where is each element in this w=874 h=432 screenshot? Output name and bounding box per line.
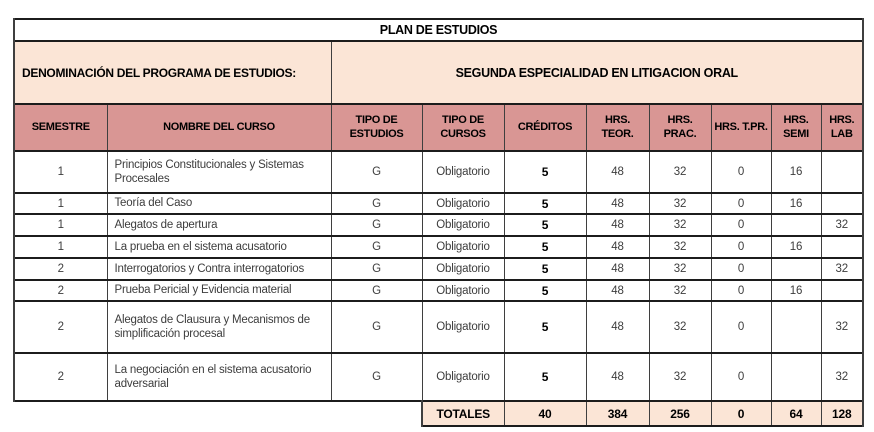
hrs-semi-cell	[771, 353, 821, 401]
page-title: PLAN DE ESTUDIOS	[14, 19, 863, 41]
hrs-semi-cell: 16	[771, 151, 821, 193]
hrs-semi-cell	[771, 301, 821, 353]
hrs-semi-cell: 16	[771, 236, 821, 258]
hrs-prac-cell: 32	[649, 353, 711, 401]
semester-cell: 2	[14, 280, 107, 301]
credits-cell: 5	[504, 280, 586, 301]
hrs-prac-cell: 32	[649, 301, 711, 353]
hrs-lab-cell	[821, 193, 863, 214]
hrs-tpr-cell: 0	[711, 280, 771, 301]
hrs-semi-cell: 16	[771, 193, 821, 214]
hrs-prac-cell: 32	[649, 280, 711, 301]
totals-spacer	[14, 401, 422, 426]
semester-cell: 1	[14, 151, 107, 193]
course-type-cell: Obligatorio	[422, 193, 504, 214]
hrs-tpr-cell: 0	[711, 151, 771, 193]
study-type-cell: G	[331, 258, 422, 280]
denomination-row	[14, 41, 863, 104]
course-type-cell: Obligatorio	[422, 301, 504, 353]
hrs-tpr-cell: 0	[711, 353, 771, 401]
course-type-cell: Obligatorio	[422, 353, 504, 401]
semester-cell: 2	[14, 301, 107, 353]
hrs-prac-cell: 32	[649, 236, 711, 258]
semester-cell: 2	[14, 258, 107, 280]
total-hrs-lab: 128	[821, 401, 863, 426]
hrs-tpr-cell: 0	[711, 193, 771, 214]
course-name-cell: La prueba en el sistema acusatorio	[107, 236, 331, 258]
semester-cell: 1	[14, 236, 107, 258]
credits-cell: 5	[504, 301, 586, 353]
hrs-semi-cell: 16	[771, 280, 821, 301]
course-name-cell: La negociación en el sistema acusatorio adversarial	[107, 353, 331, 401]
course-name-cell: Alegatos de Clausura y Mecanismos de simplificación procesal	[107, 301, 331, 353]
course-type-cell: Obligatorio	[422, 258, 504, 280]
total-hrs-prac: 256	[649, 401, 711, 426]
hrs-tpr-cell: 0	[711, 258, 771, 280]
credits-cell: 5	[504, 236, 586, 258]
total-creditos: 40	[504, 401, 586, 426]
course-row	[14, 280, 863, 301]
column-header-row	[14, 104, 863, 151]
hrs-teor-cell: 48	[586, 258, 649, 280]
study-type-cell: G	[331, 353, 422, 401]
plan-de-estudios-table	[13, 18, 864, 427]
credits-cell: 5	[504, 151, 586, 193]
hrs-prac-cell: 32	[649, 258, 711, 280]
course-row	[14, 353, 863, 401]
study-type-cell: G	[331, 280, 422, 301]
credits-cell: 5	[504, 353, 586, 401]
hrs-teor-cell: 48	[586, 280, 649, 301]
total-hrs-teor: 384	[586, 401, 649, 426]
semester-cell: 1	[14, 193, 107, 214]
course-type-cell: Obligatorio	[422, 214, 504, 236]
course-name-cell: Teoría del Caso	[107, 193, 331, 214]
hrs-semi-cell	[771, 214, 821, 236]
hrs-lab-cell: 32	[821, 258, 863, 280]
hrs-lab-cell	[821, 151, 863, 193]
total-hrs-semi: 64	[771, 401, 821, 426]
semester-cell: 2	[14, 353, 107, 401]
course-type-cell: Obligatorio	[422, 280, 504, 301]
study-type-cell: G	[331, 214, 422, 236]
title-row	[14, 19, 863, 41]
totals-row	[14, 401, 863, 426]
total-hrs-tpr: 0	[711, 401, 771, 426]
study-type-cell: G	[331, 236, 422, 258]
program-denomination-label: DENOMINACIÓN DEL PROGRAMA DE ESTUDIOS:	[14, 41, 331, 104]
course-row	[14, 193, 863, 214]
totals-label: TOTALES	[422, 401, 504, 426]
hrs-lab-cell	[821, 236, 863, 258]
hrs-prac-cell: 32	[649, 151, 711, 193]
hrs-teor-cell: 48	[586, 151, 649, 193]
hrs-tpr-cell: 0	[711, 301, 771, 353]
course-type-cell: Obligatorio	[422, 236, 504, 258]
column-header-hrs-prac: HRS. PRAC.	[649, 104, 711, 151]
hrs-teor-cell: 48	[586, 301, 649, 353]
course-row	[14, 214, 863, 236]
semester-cell: 1	[14, 214, 107, 236]
course-row	[14, 258, 863, 280]
credits-cell: 5	[504, 214, 586, 236]
column-header-hrs-tpr: HRS. T.PR.	[711, 104, 771, 151]
hrs-teor-cell: 48	[586, 353, 649, 401]
study-type-cell: G	[331, 151, 422, 193]
program-denomination-value: SEGUNDA ESPECIALIDAD EN LITIGACION ORAL	[331, 41, 863, 104]
hrs-lab-cell: 32	[821, 214, 863, 236]
hrs-lab-cell: 32	[821, 353, 863, 401]
hrs-tpr-cell: 0	[711, 236, 771, 258]
hrs-tpr-cell: 0	[711, 214, 771, 236]
study-type-cell: G	[331, 193, 422, 214]
hrs-teor-cell: 48	[586, 214, 649, 236]
course-name-cell: Principios Constitucionales y Sistemas Procesales	[107, 151, 331, 193]
column-header-creditos: CRÉDITOS	[504, 104, 586, 151]
column-header-nombre-del-curso: NOMBRE DEL CURSO	[107, 104, 331, 151]
column-header-semestre: SEMESTRE	[14, 104, 107, 151]
course-row	[14, 236, 863, 258]
study-type-cell: G	[331, 301, 422, 353]
credits-cell: 5	[504, 258, 586, 280]
credits-cell: 5	[504, 193, 586, 214]
hrs-prac-cell: 32	[649, 214, 711, 236]
course-name-cell: Alegatos de apertura	[107, 214, 331, 236]
course-name-cell: Prueba Pericial y Evidencia material	[107, 280, 331, 301]
hrs-prac-cell: 32	[649, 193, 711, 214]
course-row	[14, 151, 863, 193]
course-name-cell: Interrogatorios y Contra interrogatorios	[107, 258, 331, 280]
column-header-hrs-semi: HRS. SEMI	[771, 104, 821, 151]
hrs-lab-cell: 32	[821, 301, 863, 353]
hrs-semi-cell	[771, 258, 821, 280]
column-header-tipo-de-estudios: TIPO DE ESTUDIOS	[331, 104, 422, 151]
hrs-teor-cell: 48	[586, 236, 649, 258]
course-row	[14, 301, 863, 353]
course-type-cell: Obligatorio	[422, 151, 504, 193]
column-header-hrs-teor: HRS. TEOR.	[586, 104, 649, 151]
hrs-lab-cell	[821, 280, 863, 301]
hrs-teor-cell: 48	[586, 193, 649, 214]
column-header-hrs-lab: HRS. LAB	[821, 104, 863, 151]
column-header-tipo-de-cursos: TIPO DE CURSOS	[422, 104, 504, 151]
